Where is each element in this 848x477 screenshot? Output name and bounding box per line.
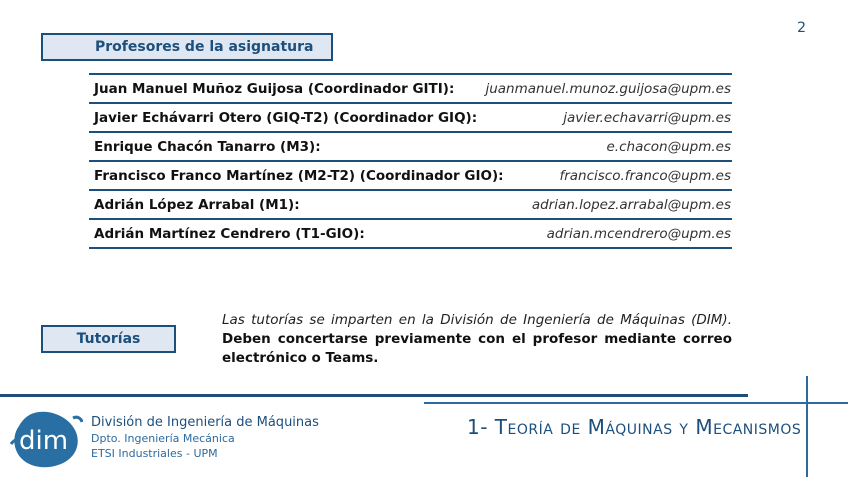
- professors-heading-label: Profesores de la asignatura: [95, 39, 314, 55]
- professor-email[interactable]: francisco.franco@upm.es: [559, 167, 731, 184]
- professor-name: Javier Echávarri Otero (GIQ-T2) (Coordinador GIQ):: [94, 109, 478, 126]
- professor-email[interactable]: adrian.lopez.arrabal@upm.es: [531, 196, 731, 213]
- page-number: 2: [797, 20, 806, 36]
- tutorias-heading-label: Tutorías: [76, 331, 141, 347]
- footer-divider-secondary: [424, 402, 848, 404]
- professor-email[interactable]: adrian.mcendrero@upm.es: [546, 225, 731, 242]
- professors-table: [89, 73, 732, 249]
- course-title: 1- Teoría de Máquinas y Mecanismos: [467, 415, 802, 439]
- dim-logo: [9, 404, 83, 470]
- table-row: [89, 75, 732, 104]
- department-subtitle: Dpto. Ingeniería Mecánica: [91, 432, 235, 445]
- professor-email[interactable]: javier.echavarri@upm.es: [563, 109, 731, 126]
- department-title: División de Ingeniería de Máquinas: [91, 415, 319, 430]
- professor-name: Adrián Martínez Cendrero (T1-GIO):: [94, 225, 365, 242]
- footer-vertical-line: [806, 376, 808, 477]
- professors-heading: [41, 33, 333, 61]
- table-row: [89, 133, 732, 162]
- professor-name: Francisco Franco Martínez (M2-T2) (Coordinador GIO):: [94, 167, 504, 184]
- professor-name: Enrique Chacón Tanarro (M3):: [94, 138, 321, 155]
- table-row: [89, 220, 732, 249]
- professor-name: Juan Manuel Muñoz Guijosa (Coordinador GITI):: [94, 80, 455, 97]
- footer-divider: [0, 394, 748, 397]
- logo-text: dim: [19, 426, 69, 456]
- tutorias-contact-text: Deben concertarse previamente con el profesor mediante correo electrónico o Teams.: [222, 331, 732, 366]
- school-name: ETSI Industriales - UPM: [91, 447, 218, 460]
- department-block: [91, 415, 319, 461]
- professor-name: Adrián López Arrabal (M1):: [94, 196, 300, 213]
- table-row: [89, 104, 732, 133]
- tutorias-location-text: Las tutorías se imparten en la División de Ingeniería de Máquinas (DIM).: [222, 312, 732, 328]
- tutorias-paragraph: [222, 311, 732, 368]
- professor-email[interactable]: juanmanuel.munoz.guijosa@upm.es: [485, 80, 731, 97]
- tutorias-heading: [41, 325, 176, 353]
- table-row: [89, 191, 732, 220]
- professor-email[interactable]: e.chacon@upm.es: [606, 138, 731, 155]
- table-row: [89, 162, 732, 191]
